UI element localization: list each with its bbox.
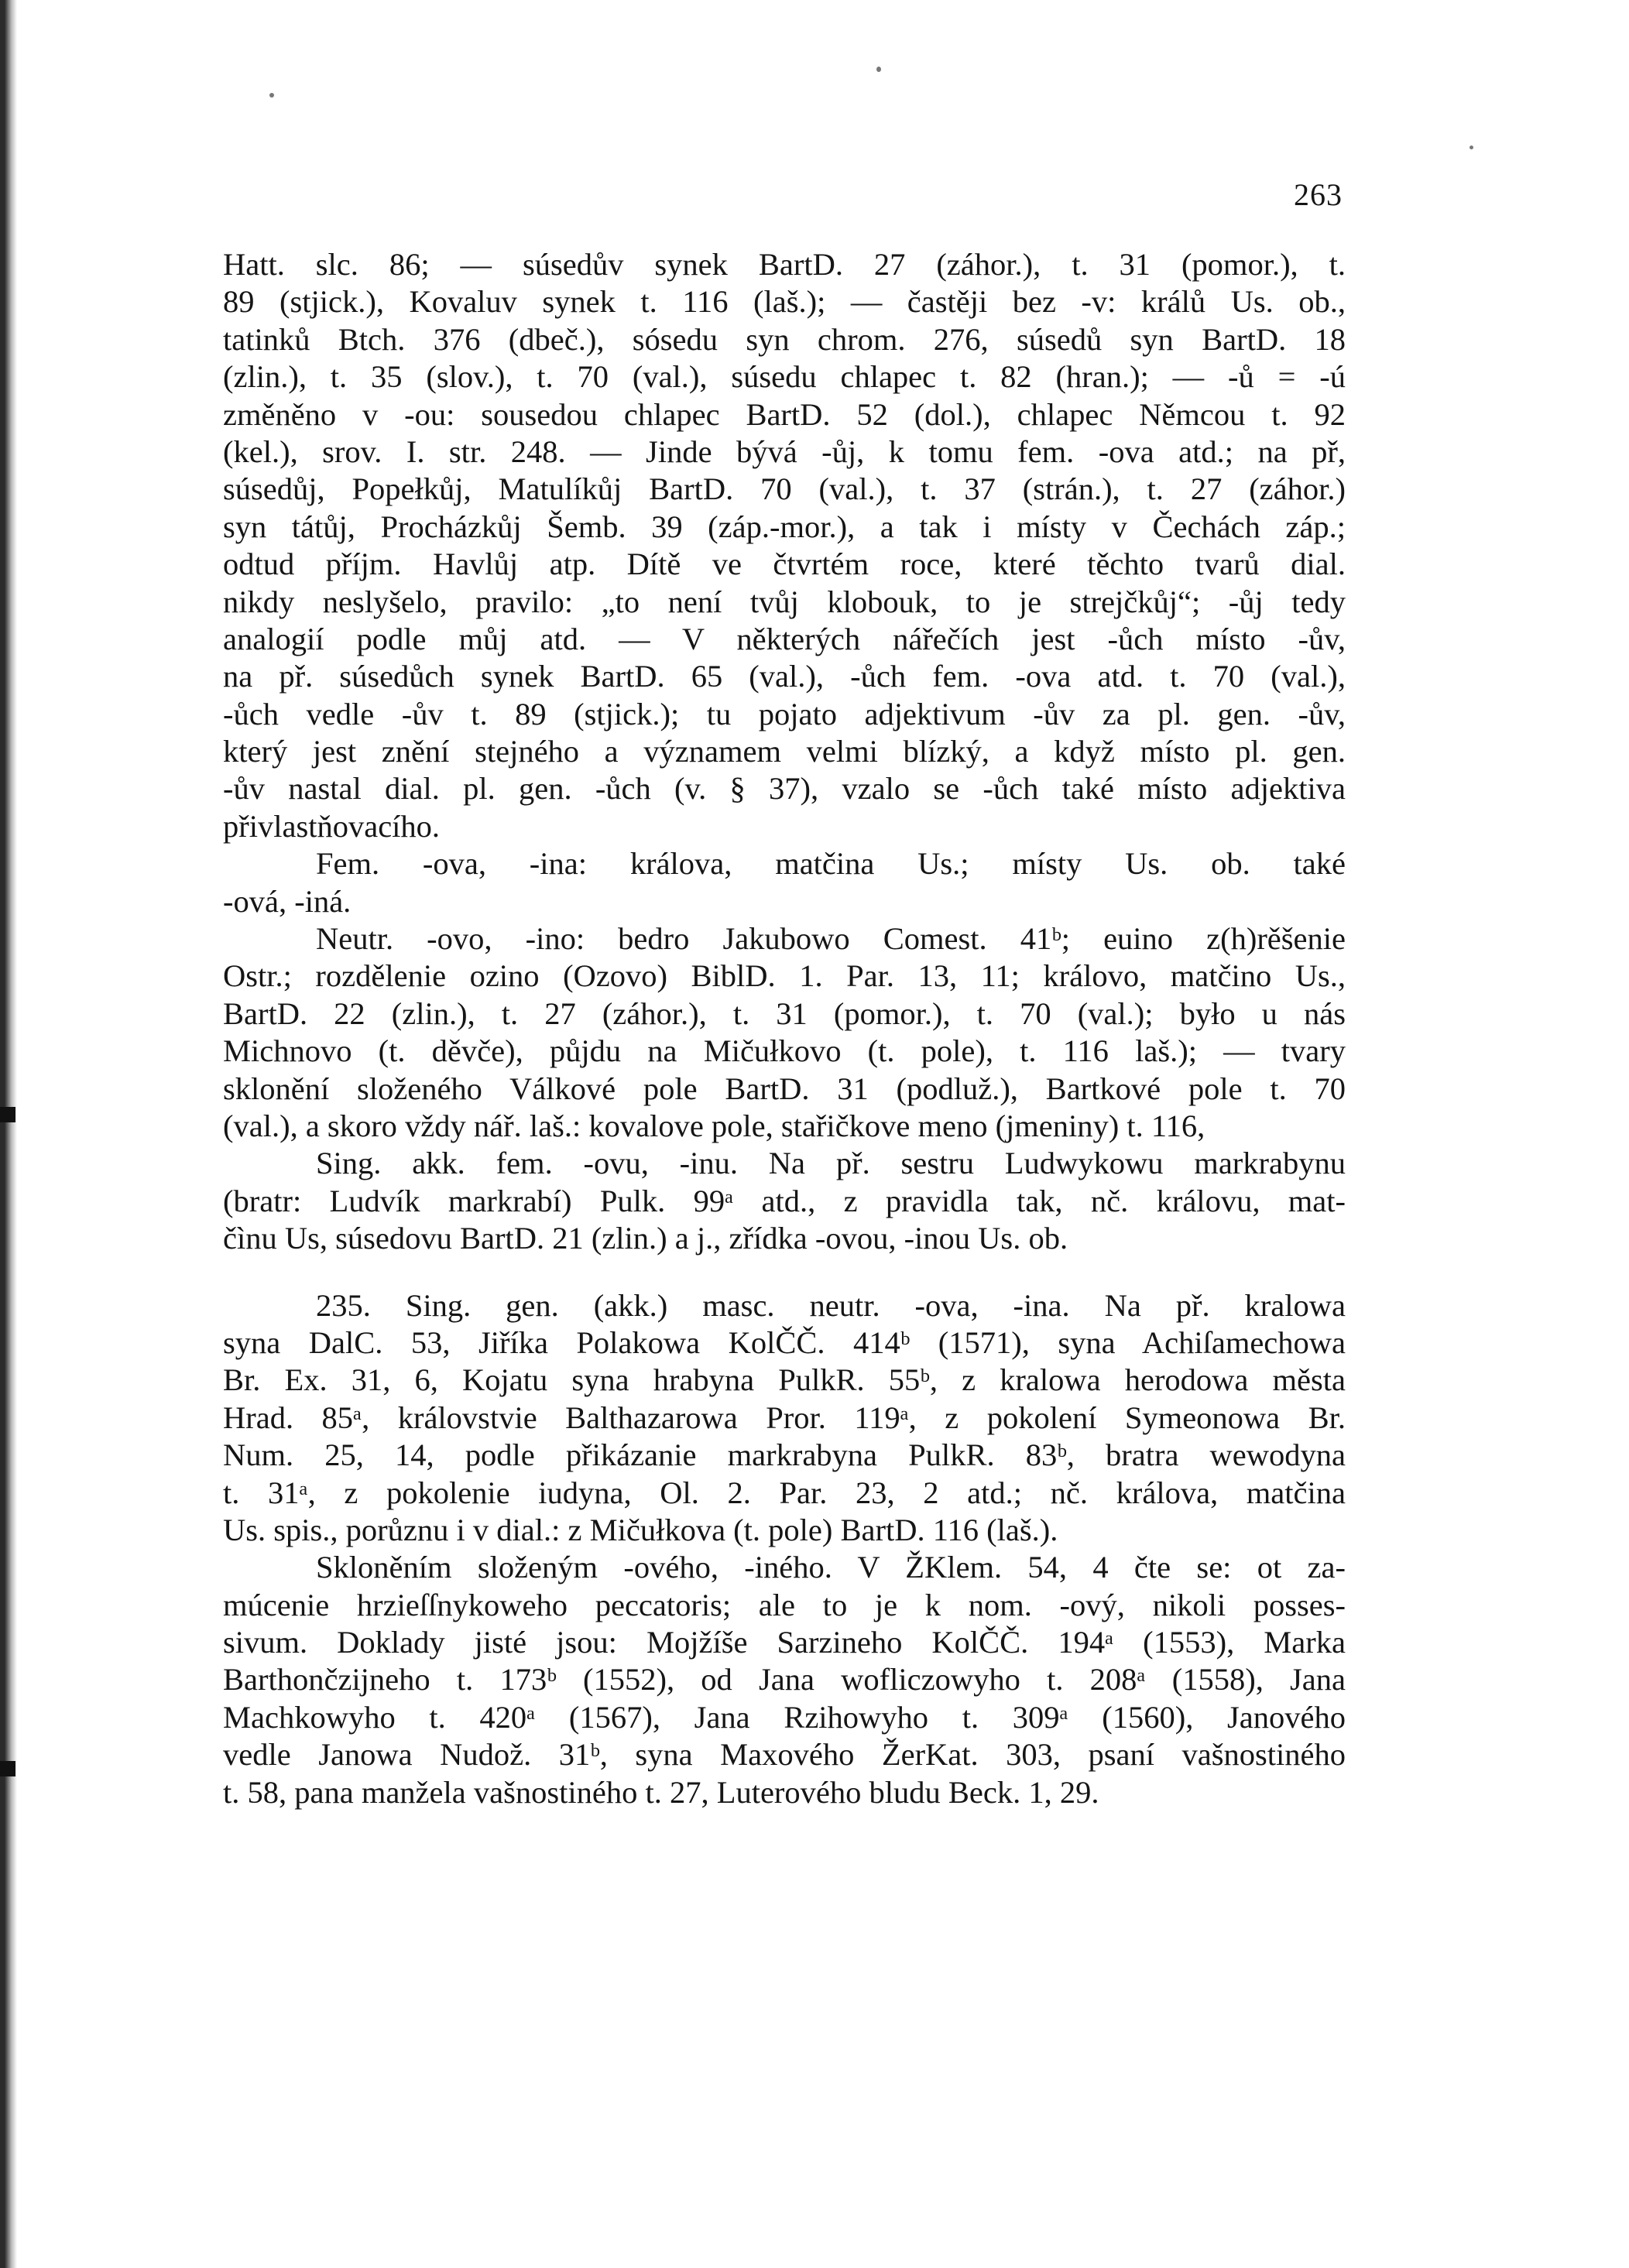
text-line: t. 58, pana manžela vašnostiného t. 27, Luterového bludu Beck. 1, 29. <box>223 1774 1099 1810</box>
text-line: analogií podle můj atd. — V některých nářečích jest -ůch místo -ův, <box>223 621 1346 656</box>
paragraph <box>223 1145 1346 1257</box>
text-line: čìnu Us, súsedovu BartD. 21 (zlin.) a j., zřídka -ovou, -inou Us. ob. <box>223 1221 1068 1256</box>
text-line: (bratr: Ludvík markrabí) Pulk. 99ᵃ atd., z pravidla tak, nč. královu, mat- <box>223 1183 1346 1218</box>
text-line: Neutr. -ovo, -ino: bedro Jakubowo Comest. 41ᵇ; euino z(h)rěšenie <box>316 921 1346 957</box>
text-line: Ostr.; rozdělenie ozino (Ozovo) BiblD. 1. Par. 13, 11; královo, matčino Us., <box>223 958 1346 994</box>
paragraph <box>223 845 1346 920</box>
text-line: Sing. akk. fem. -ovu, -inu. Na př. sestru Ludwykowu markrabynu <box>316 1146 1346 1181</box>
text-line: změněno v -ou: sousedou chlapec BartD. 52 (dol.), chlapec Němcou t. 92 <box>223 396 1346 432</box>
text-line: Michnovo (t. děvče), půjdu na Mičułkovo (t. pole), t. 116 laš.); — tvary <box>223 1033 1346 1069</box>
text-line: Hatt. slc. 86; — súsedův synek BartD. 27 (záhor.), t. 31 (pomor.), t. <box>223 247 1346 282</box>
text-line: -ův nastal dial. pl. gen. -ůch (v. § 37), vzalo se -ůch také místo adjektiva <box>223 771 1346 807</box>
text-line: vedle Janowa Nudož. 31ᵇ, syna Maxového ŽerKat. 303, psaní vašnostiného <box>223 1737 1346 1773</box>
text-line: Hrad. 85ᵃ, královstvie Balthazarowa Pror. 119ᵃ, z pokolení Symeonowa Br. <box>223 1400 1346 1435</box>
text-line: Br. Ex. 31, 6, Kojatu syna hrabyna PulkR. 55ᵇ, z kralowa herodowa města <box>223 1362 1346 1398</box>
scan-edge-mark <box>0 1761 15 1776</box>
text-line: Num. 25, 14, podle přikázanie markrabyna PulkR. 83ᵇ, bratra wewodyna <box>223 1437 1346 1473</box>
scan-speck <box>1470 146 1473 149</box>
text-line: múcenie hrzieſſnykoweho peccatoris; ale to je k nom. -ový, nikoli posses- <box>223 1587 1346 1622</box>
scan-speck <box>269 93 274 98</box>
text-line: syn tátůj, Procházkůj Šemb. 39 (záp.-mor.), a tak i místy v Čechách záp.; <box>223 509 1346 544</box>
text-line: odtud příjm. Havlůj atp. Dítě ve čtvrtém roce, které těchto tvarů dial. <box>223 546 1346 582</box>
text-line: (val.), a skoro vždy nář. laš.: kovalove pole, stařičkove meno (jmeniny) t. 116, <box>223 1108 1205 1143</box>
text-line: t. 31ᵃ, z pokolenie iudyna, Ol. 2. Par. 23, 2 atd.; nč. králova, matčina <box>223 1475 1346 1510</box>
text-line: súsedůj, Popełkůj, Matulíkůj BartD. 70 (val.), t. 37 (strán.), t. 27 (záhor.) <box>223 471 1346 507</box>
text-line: na př. súsedůch synek BartD. 65 (val.), -ůch fem. -ova atd. t. 70 (val.), <box>223 659 1346 694</box>
text-line: sklonění složeného Válkové pole BartD. 31 (podluž.), Bartkové pole t. 70 <box>223 1071 1346 1106</box>
text-line: Skloněním složeným -ového, -iného. V ŽKlem. 54, 4 čte se: ot za- <box>316 1550 1346 1585</box>
text-line: -ová, -iná. <box>223 883 352 919</box>
page-number: 263 <box>1294 177 1343 212</box>
paragraph <box>223 1549 1346 1811</box>
paragraph <box>223 1287 1346 1550</box>
text-line: -ůch vedle -ův t. 89 (stjick.); tu pojato adjektivum -ův za pl. gen. -ův, <box>223 696 1346 731</box>
paragraph <box>223 920 1346 1145</box>
paragraph <box>223 246 1346 845</box>
text-body <box>223 246 1346 1811</box>
text-line: Machkowyho t. 420ᵃ (1567), Jana Rzihowyho t. 309ᵃ (1560), Janového <box>223 1699 1346 1735</box>
text-line: 89 (stjick.), Kovaluv synek t. 116 (laš.); — častěji bez -v: králů Us. ob., <box>223 284 1346 320</box>
text-line: Us. spis., porůznu i v dial.: z Mičułkova (t. pole) BartD. 116 (laš.). <box>223 1512 1058 1547</box>
text-line: (kel.), srov. I. str. 248. — Jinde bývá -ůj, k tomu fem. -ova atd.; na př, <box>223 433 1346 469</box>
text-line: BartD. 22 (zlin.), t. 27 (záhor.), t. 31 (pomor.), t. 70 (val.); było u nás <box>223 995 1346 1031</box>
scan-speck <box>876 67 881 72</box>
text-line: (zlin.), t. 35 (slov.), t. 70 (val.), súsedu chlapec t. 82 (hran.); — -ů = -ú <box>223 359 1346 395</box>
text-line: Fem. -ova, -ina: králova, matčina Us.; místy Us. ob. také <box>316 846 1346 882</box>
text-line: který jest znění stejného a významem velmi blízký, a když místo pl. gen. <box>223 734 1346 769</box>
text-line: syna DalC. 53, Jiříka Polakowa KolČČ. 414ᵇ (1571), syna Achiſamechowa <box>223 1324 1346 1360</box>
text-line: nikdy neslyšelo, pravilo: „to není tvůj klobouk, to je strejčkůj“; -ůj tedy <box>223 584 1346 619</box>
text-line: 235. Sing. gen. (akk.) masc. neutr. -ova, -ina. Na př. kralowa <box>316 1287 1346 1323</box>
text-line: přivlastňovacího. <box>223 808 441 844</box>
scan-left-edge <box>0 0 17 2268</box>
text-line: Barthončzijneho t. 173ᵇ (1552), od Jana wofliczowyho t. 208ᵃ (1558), Jana <box>223 1662 1346 1698</box>
text-line: sivum. Doklady jisté jsou: Mojžíše Sarzineho KolČČ. 194ᵃ (1553), Marka <box>223 1625 1346 1660</box>
text-line: tatinků Btch. 376 (dbeč.), sósedu syn chrom. 276, súsedů syn BartD. 18 <box>223 321 1346 357</box>
scan-edge-mark <box>0 1107 15 1122</box>
